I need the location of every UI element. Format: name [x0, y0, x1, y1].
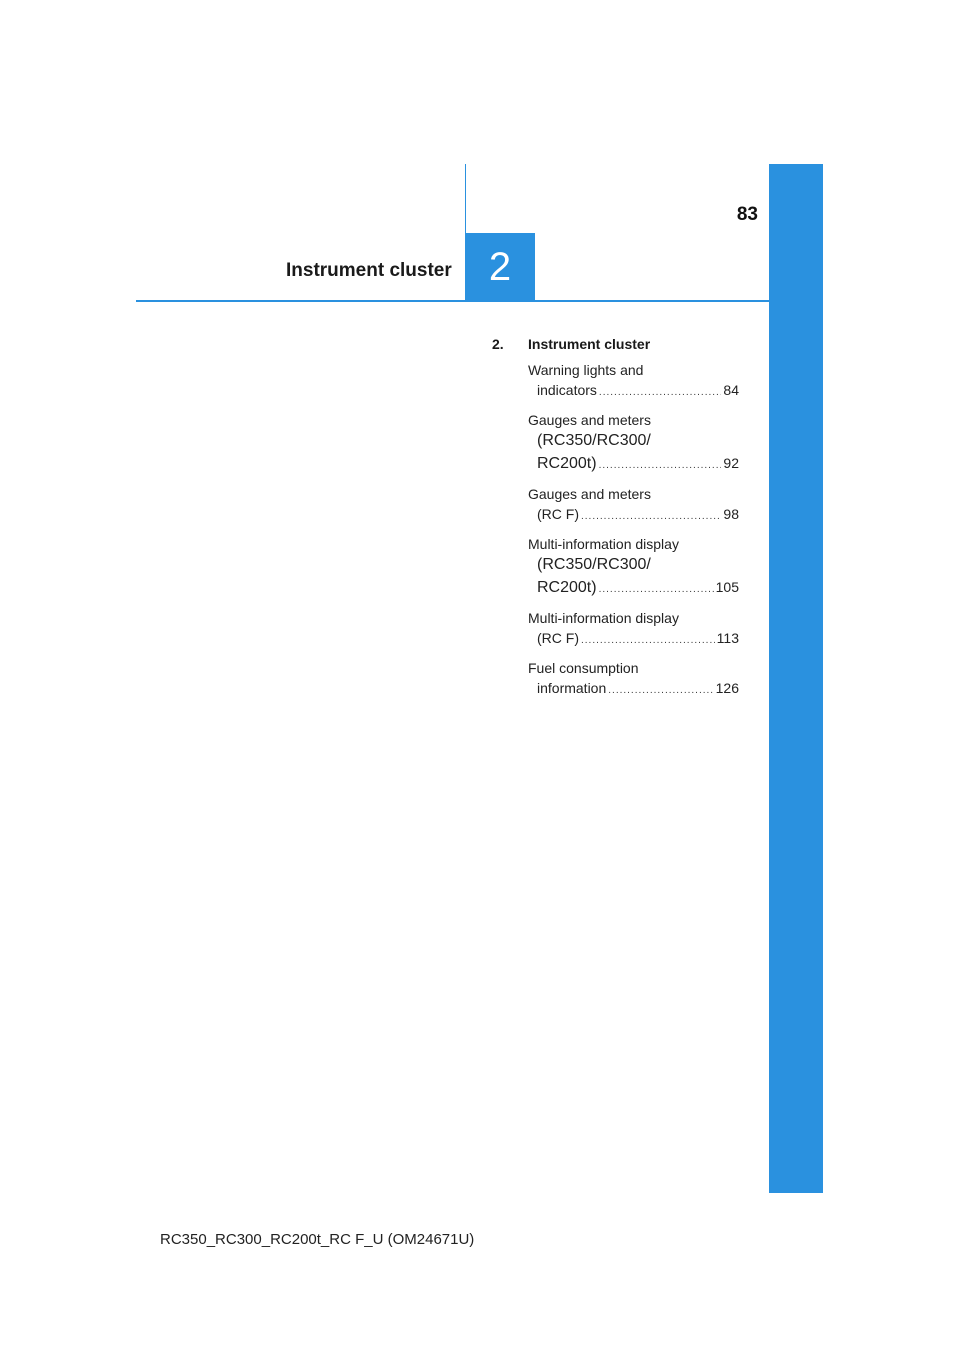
dot-leader — [599, 579, 714, 601]
dot-leader — [581, 507, 721, 527]
toc-entry-row — [528, 380, 739, 403]
dot-leader — [599, 383, 722, 403]
toc-heading-title: Instrument cluster — [528, 336, 651, 352]
toc-entry-page: 98 — [723, 506, 739, 522]
toc-entry-page: 105 — [715, 579, 739, 595]
toc-entry-line: Multi-information display — [528, 610, 679, 626]
toc-entry-mid-rcf[interactable] — [528, 608, 739, 651]
toc-list — [528, 360, 739, 708]
dot-leader — [599, 455, 722, 477]
toc-entry-mid-rc350[interactable] — [528, 534, 739, 601]
toc-entry-line: (RC F) — [537, 506, 579, 522]
toc-entry-warning-lights[interactable] — [528, 360, 739, 403]
toc-entry-row — [528, 504, 739, 527]
toc-entry-line: (RC350/RC300/ — [537, 556, 651, 573]
chapter-side-tab — [769, 164, 823, 1193]
toc-entry-page: 84 — [723, 382, 739, 398]
chapter-number-badge: 2 — [465, 233, 535, 302]
dot-leader — [581, 631, 715, 651]
toc-entry-page: 92 — [723, 455, 739, 471]
toc-entry-row — [528, 452, 739, 477]
toc-entry-row — [528, 678, 739, 701]
toc-entry-line: (RC350/RC300/ — [537, 432, 651, 449]
page-number: 83 — [736, 204, 758, 225]
toc-entry-line: indicators — [537, 382, 597, 398]
toc-entry-line: (RC F) — [537, 630, 579, 646]
toc-entry-line: RC200t) — [537, 579, 597, 596]
toc-heading — [492, 336, 650, 352]
toc-entry-row — [528, 628, 739, 651]
toc-entry-line: RC200t) — [537, 455, 597, 472]
toc-entry-gauges-rcf[interactable] — [528, 484, 739, 527]
dot-leader — [608, 681, 713, 701]
toc-entry-line: Warning lights and — [528, 362, 644, 378]
toc-entry-page: 113 — [716, 630, 739, 646]
toc-entry-fuel-consumption[interactable] — [528, 658, 739, 701]
footer-document-code: RC350_RC300_RC200t_RC F_U (OM24671U) — [160, 1231, 475, 1248]
toc-entry-line: Multi-information display — [528, 536, 679, 552]
section-title: Instrument cluster — [286, 260, 452, 281]
toc-entry-line: Gauges and meters — [528, 412, 651, 428]
toc-entry-line: Fuel consumption — [528, 660, 639, 676]
toc-heading-number: 2. — [492, 336, 504, 352]
toc-entry-page: 126 — [715, 680, 739, 696]
header-vertical-rule — [465, 164, 466, 234]
toc-entry-row — [528, 576, 739, 601]
toc-entry-line: information — [537, 680, 607, 696]
toc-entry-gauges-rc350[interactable] — [528, 410, 739, 477]
toc-entry-line: Gauges and meters — [528, 486, 651, 502]
